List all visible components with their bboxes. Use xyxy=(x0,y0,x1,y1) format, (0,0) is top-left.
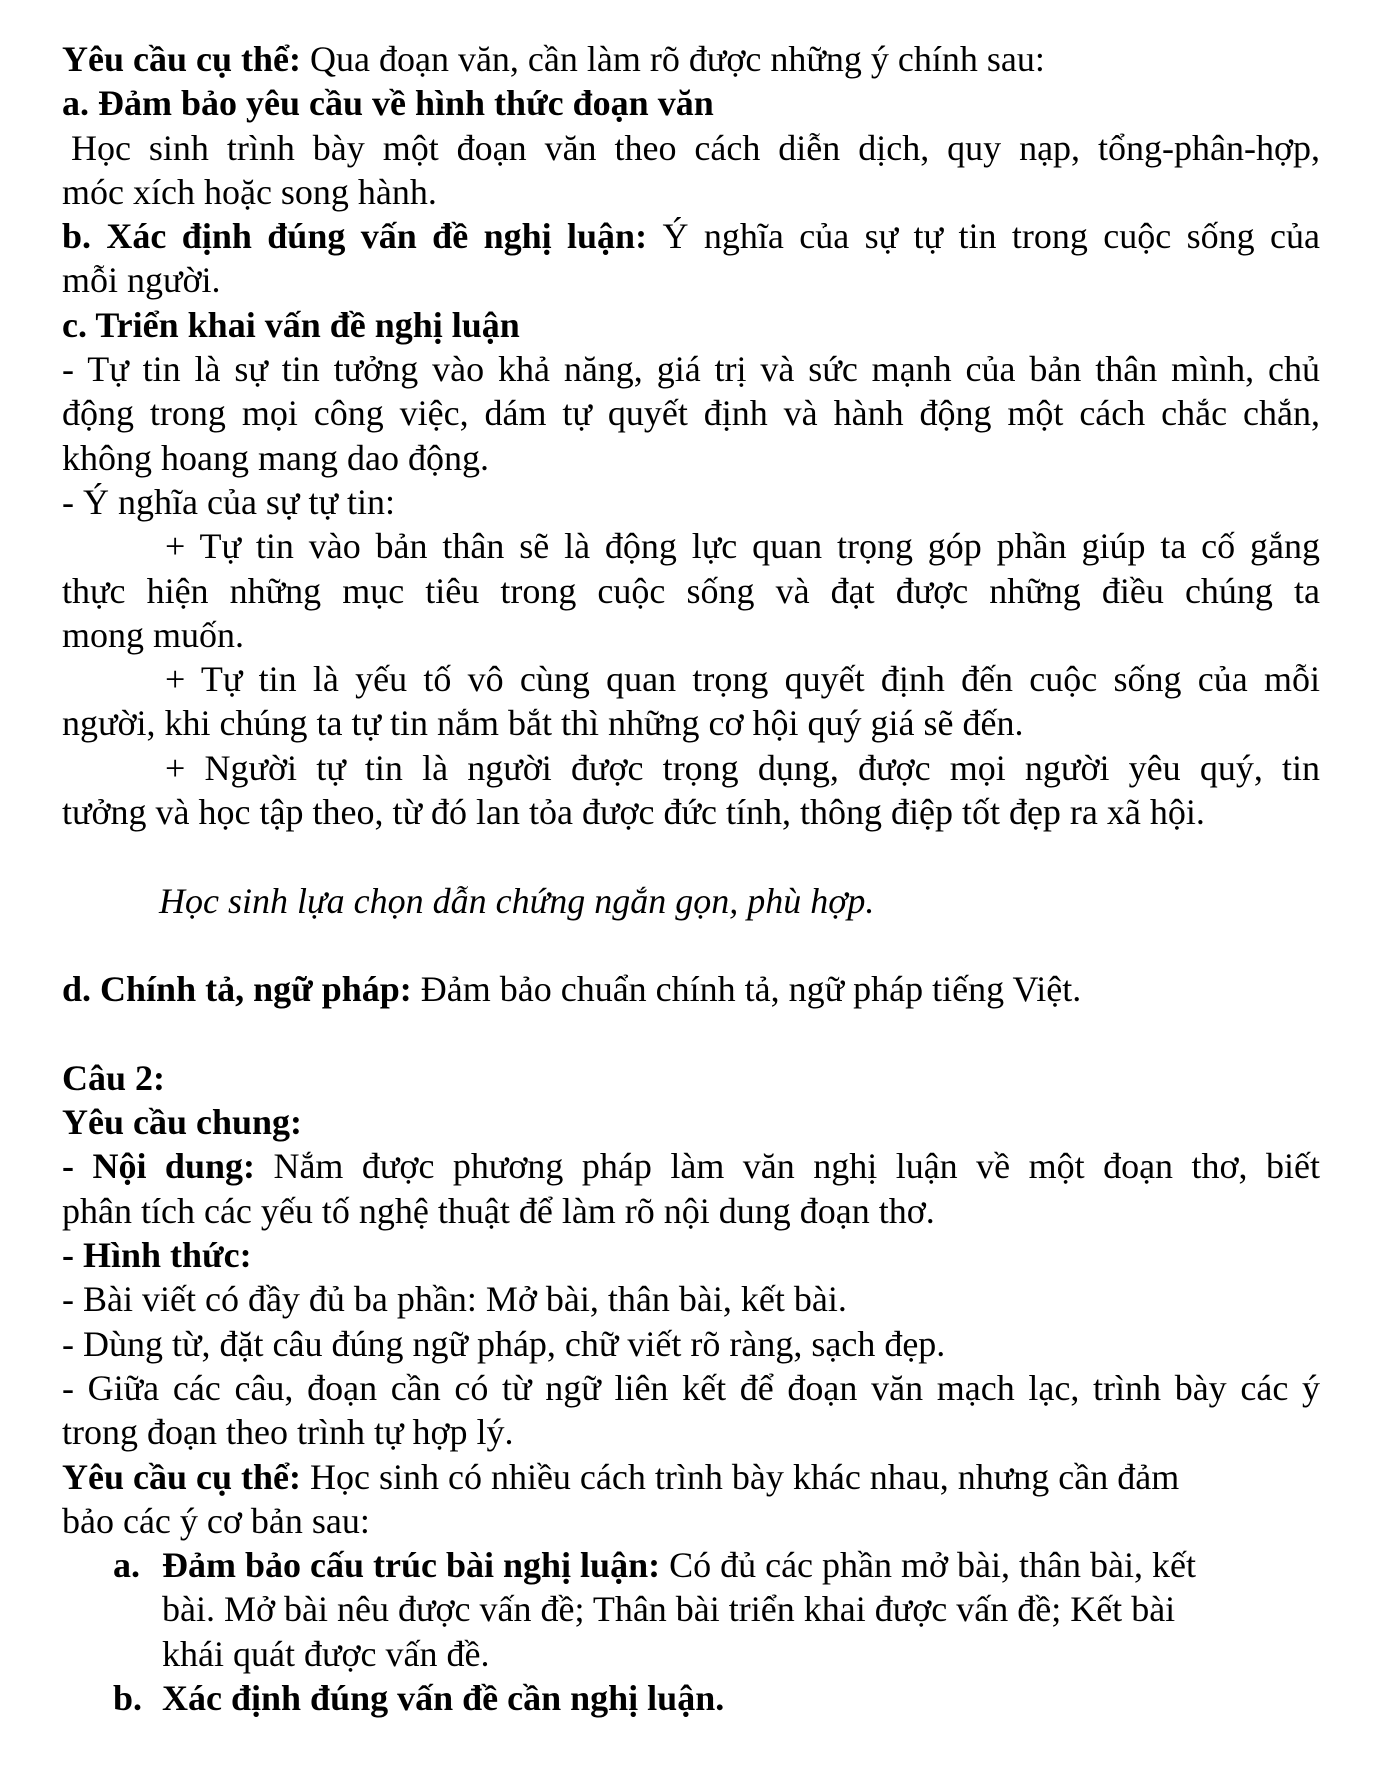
bold-heading: Yêu cầu cụ thể: xyxy=(62,39,301,79)
body-text: Qua đoạn văn, cần làm rõ được những ý chính sau: xyxy=(300,39,1045,79)
body-text: không hoang mang dao động. xyxy=(62,437,489,478)
text-line xyxy=(62,1499,1320,1543)
body-text: Đảm bảo chuẩn chính tả, ngữ pháp tiếng Việt. xyxy=(411,969,1082,1010)
body-text: tưởng và học tập theo, từ đó lan tỏa được đức tính, thông điệp tốt đẹp ra xã hội. xyxy=(62,792,1205,833)
text-line xyxy=(62,746,1320,790)
text-line xyxy=(62,967,1320,1011)
bold-heading: Yêu cầu chung: xyxy=(62,1102,303,1143)
text-line xyxy=(62,1587,1320,1631)
body-text: mỗi người. xyxy=(62,260,221,301)
body-text: động trong mọi công việc, dám tự quyết định và hành động một cách chắc chắn, xyxy=(62,393,1320,434)
text-line xyxy=(62,436,1320,480)
body-text: - Tự tin là sự tin tưởng vào khả năng, giá trị và sức mạnh của bản thân mình, chủ xyxy=(62,349,1320,390)
bold-heading: d. Chính tả, ngữ pháp: xyxy=(62,969,412,1010)
text-line xyxy=(62,657,1320,701)
body-text: + Tự tin vào bản thân sẽ là động lực quan trọng góp phần giúp ta cố gắng xyxy=(165,526,1320,567)
text-line xyxy=(62,879,1320,923)
text-line xyxy=(62,37,1320,81)
bold-heading: a. Đảm bảo yêu cầu về hình thức đoạn văn xyxy=(62,83,714,124)
bold-heading: Đảm bảo cấu trúc bài nghị luận: xyxy=(162,1545,661,1586)
body-text: + Tự tin là yếu tố vô cùng quan trọng quyết định đến cuộc sống của mỗi xyxy=(165,659,1320,700)
text-line xyxy=(62,1322,1320,1366)
body-text: Nắm được phương pháp làm văn nghị luận về một đoạn thơ, biết xyxy=(254,1146,1320,1187)
body-text: - Dùng từ, đặt câu đúng ngữ pháp, chữ viết rõ ràng, sạch đẹp. xyxy=(62,1323,946,1364)
body-text: Có đủ các phần mở bài, thân bài, kết xyxy=(660,1545,1196,1586)
text-line xyxy=(62,214,1320,258)
text-line xyxy=(62,1676,1320,1720)
text-line xyxy=(62,1632,1320,1676)
bold-heading: c. Triển khai vấn đề nghị luận xyxy=(62,304,520,345)
body-text: Học sinh có nhiều cách trình bày khác nhau, nhưng cần đảm xyxy=(300,1456,1180,1497)
body-text: thực hiện những mục tiêu trong cuộc sống và đạt được những điều chúng ta xyxy=(62,570,1320,611)
blank-line xyxy=(62,834,1320,878)
text-line xyxy=(62,170,1320,214)
list-marker: b. xyxy=(113,1677,143,1718)
text-line xyxy=(62,1366,1320,1410)
body-text: bảo các ý cơ bản sau: xyxy=(62,1500,370,1541)
text-line xyxy=(62,1100,1320,1144)
text-line xyxy=(62,126,1320,170)
text-line xyxy=(62,790,1320,834)
bold-heading: Yêu cầu cụ thể: xyxy=(62,1456,301,1497)
body-text: mong muốn. xyxy=(62,614,245,655)
document-page xyxy=(62,37,1320,1720)
text-line xyxy=(62,701,1320,745)
text-line xyxy=(62,1144,1320,1188)
text-line xyxy=(62,480,1320,524)
body-text: người, khi chúng ta tự tin nắm bắt thì những cơ hội quý giá sẽ đến. xyxy=(62,703,1024,744)
text-line xyxy=(62,1410,1320,1454)
body-text: - Bài viết có đầy đủ ba phần: Mở bài, thân bài, kết bài. xyxy=(62,1279,847,1320)
text-line xyxy=(62,569,1320,613)
text-line xyxy=(62,347,1320,391)
bold-heading: - Nội dung: xyxy=(62,1146,255,1187)
text-line xyxy=(62,258,1320,302)
body-text: trong đoạn theo trình tự hợp lý. xyxy=(62,1412,514,1453)
body-text: móc xích hoặc song hành. xyxy=(62,171,437,212)
body-text: phân tích các yếu tố nghệ thuật để làm rõ nội dung đoạn thơ. xyxy=(62,1190,935,1231)
text-line xyxy=(62,613,1320,657)
bold-heading: b. Xác định đúng vấn đề nghị luận: xyxy=(62,216,648,257)
text-line xyxy=(62,524,1320,568)
body-text: Ý nghĩa của sự tự tin trong cuộc sống của xyxy=(647,216,1320,257)
body-text: - Ý nghĩa của sự tự tin: xyxy=(62,481,395,522)
text-line xyxy=(62,1455,1320,1499)
text-line xyxy=(62,1056,1320,1100)
body-text: bài. Mở bài nêu được vấn đề; Thân bài triển khai được vấn đề; Kết bài xyxy=(162,1589,1176,1630)
text-line xyxy=(62,1277,1320,1321)
body-text: + Người tự tin là người được trọng dụng, được mọi người yêu quý, tin xyxy=(165,747,1320,788)
bold-heading: Xác định đúng vấn đề cần nghị luận. xyxy=(162,1677,725,1718)
text-line xyxy=(62,391,1320,435)
text-line xyxy=(62,81,1320,125)
text-line xyxy=(62,303,1320,347)
bold-heading: Câu 2: xyxy=(62,1057,166,1098)
body-text: Học sinh trình bày một đoạn văn theo cách diễn dịch, quy nạp, tổng-phân-hợp, xyxy=(71,127,1320,168)
bold-heading: - Hình thức: xyxy=(62,1235,252,1276)
text-line xyxy=(62,1189,1320,1233)
blank-line xyxy=(62,923,1320,967)
text-line xyxy=(62,1233,1320,1277)
list-marker: a. xyxy=(113,1545,140,1586)
blank-line xyxy=(62,1012,1320,1056)
italic-note: Học sinh lựa chọn dẫn chứng ngắn gọn, phù hợp. xyxy=(159,880,875,921)
body-text: - Giữa các câu, đoạn cần có từ ngữ liên kết để đoạn văn mạch lạc, trình bày các ý xyxy=(62,1367,1320,1408)
text-line xyxy=(62,1543,1320,1587)
body-text: khái quát được vấn đề. xyxy=(162,1633,490,1674)
